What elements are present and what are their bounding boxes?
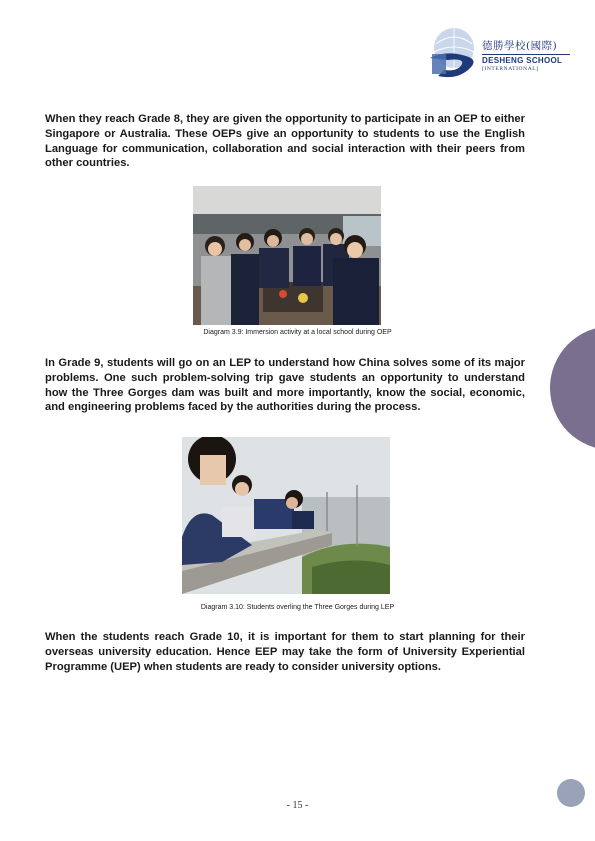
photo-immersion-activity (193, 186, 381, 325)
decorative-side-circle (550, 326, 595, 450)
caption-diagram-3-9: Diagram 3.9: Immersion activity at a local school during OEP (203, 329, 392, 336)
page-number: - 15 - (286, 800, 309, 811)
paragraph-grade-8: When they reach Grade 8, they are given the opportunity to participate in an OEP to either Singapore or Australia. These OEPs give an opportunity to students to use the English Language for communication, collaboration and social interaction with their peers from other countries. (45, 113, 525, 170)
logo-english-name: DESHENG SCHOOL (482, 56, 563, 65)
caption-diagram-3-10: Diagram 3.10: Students overling the Three Gorges during LEP (200, 604, 395, 611)
paragraph-grade-10: When the students reach Grade 10, it is important for them to start planning for their overseas university education. Hence EEP may take the form of University Experiential Programme (UEP) when students are ready to consider university options. (45, 631, 525, 673)
school-logo (426, 24, 576, 80)
logo-chinese-name: 德勝學校(國際) (482, 40, 558, 52)
logo-divider (482, 54, 570, 55)
logo-english-subtitle: [INTERNATIONAL] (482, 66, 539, 72)
paragraph-grade-9: In Grade 9, students will go on an LEP to understand how China solves some of its major problems. One such problem-solving trip gave students an opportunity to understand how the Three Gorges dam was built and more importantly, know the social, economic, and engineering problems faced by the authorities during the process. (45, 357, 525, 414)
school-emblem-icon (426, 24, 480, 80)
photo-three-gorges (182, 437, 390, 594)
